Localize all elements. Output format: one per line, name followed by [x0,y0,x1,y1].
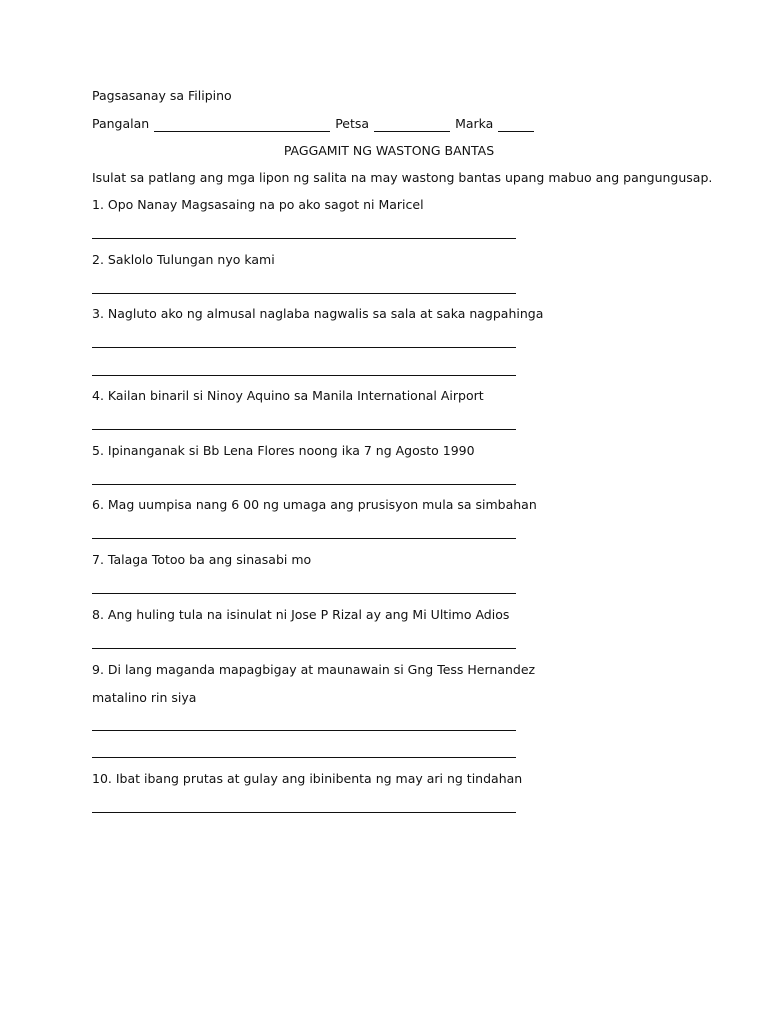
answer-line-9a[interactable] [92,730,516,731]
item-10: 10. Ibat ibang prutas at gulay ang ibinibenta ng may ari ng tindahan [92,771,523,786]
item-7: 7. Talaga Totoo ba ang sinasabi mo [92,552,312,567]
name-label: Pangalan [92,116,150,131]
item-4: 4. Kailan binaril si Ninoy Aquino sa Manila International Airport [92,388,484,403]
item-9: 9. Di lang maganda mapagbigay at maunawain si Gng Tess Hernandez [92,662,536,677]
instructions-text: Isulat sa patlang ang mga lipon ng salita na may wastong bantas upang mabuo ang pangungusap. [92,170,713,185]
answer-line-5[interactable] [92,484,516,485]
item-8: 8. Ang huling tula na isinulat ni Jose P Rizal ay ang Mi Ultimo Adios [92,607,510,622]
item-9-continued: matalino rin siya [92,690,197,705]
answer-line-8[interactable] [92,648,516,649]
date-label: Petsa [335,116,370,131]
worksheet-title-text: PAGGAMIT NG WASTONG BANTAS [283,143,495,158]
answer-line-10[interactable] [92,812,516,813]
answer-line-6[interactable] [92,538,516,539]
worksheet-title [0,143,768,159]
subject-heading: Pagsasanay sa Filipino [92,88,232,103]
answer-line-1[interactable] [92,238,516,239]
item-1: 1. Opo Nanay Magsasaing na po ako sagot ni Maricel [92,197,424,212]
score-label: Marka [455,116,494,131]
item-3: 3. Nagluto ako ng almusal naglaba nagwalis sa sala at saka nagpahinga [92,306,544,321]
answer-line-2[interactable] [92,293,516,294]
date-blank[interactable] [374,119,450,132]
answer-line-3a[interactable] [92,347,516,348]
score-blank[interactable] [498,119,534,132]
item-5: 5. Ipinanganak si Bb Lena Flores noong ika 7 ng Agosto 1990 [92,443,475,458]
item-2: 2. Saklolo Tulungan nyo kami [92,252,275,267]
student-info-row [92,116,539,132]
item-6: 6. Mag uumpisa nang 6 00 ng umaga ang prusisyon mula sa simbahan [92,497,537,512]
answer-line-7[interactable] [92,593,516,594]
answer-line-4[interactable] [92,429,516,430]
answer-line-9b[interactable] [92,757,516,758]
answer-line-3b[interactable] [92,375,516,376]
name-blank[interactable] [154,119,330,132]
